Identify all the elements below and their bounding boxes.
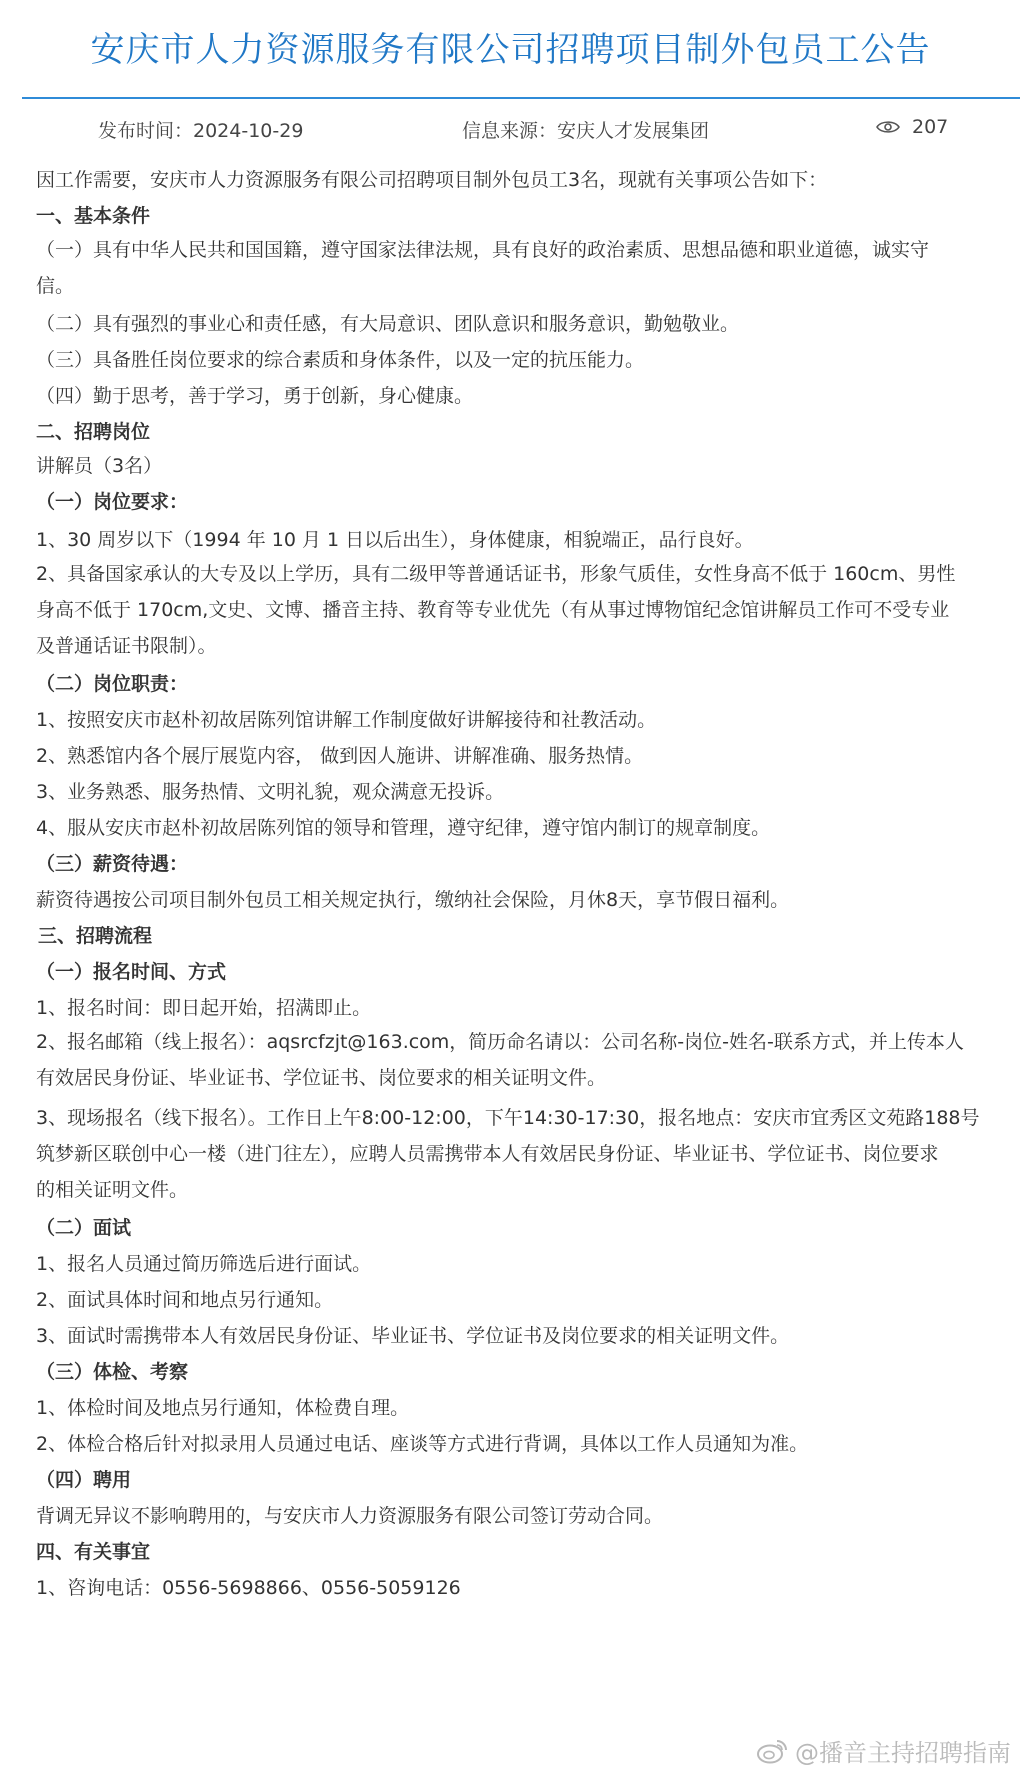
condition-2: （二）具有强烈的事业心和责任感，有大局意识、团队意识和服务意识，勤勉敬业。 — [36, 313, 740, 335]
registration-2-line2: 有效居民身份证、毕业证书、学位证书、岗位要求的相关证明文件。 — [36, 1067, 607, 1089]
title-divider — [22, 97, 1020, 99]
duty-2: 2、熟悉馆内各个展厅展览内容， 做到因人施讲、讲解准确、服务热情。 — [36, 745, 644, 767]
registration-1: 1、报名时间：即日起开始，招满即止。 — [36, 997, 372, 1019]
publish-date: 发布时间：2024-10-29 — [98, 120, 304, 142]
page-title: 安庆市人力资源服务有限公司招聘项目制外包员工公告 — [90, 30, 931, 70]
registration-2-line1: 2、报名邮箱（线上报名）：aqsrcfzjt@163.com，简历命名请以：公司名称-岗位-姓名-联系方式，并上传本人 — [36, 1031, 964, 1053]
subheading-medical: （三）体检、考察 — [36, 1361, 189, 1383]
condition-1-line2: 信。 — [36, 275, 75, 297]
view-count-value: 207 — [912, 116, 949, 138]
registration-3-line3: 的相关证明文件。 — [36, 1179, 189, 1201]
subheading-employment: （四）聘用 — [36, 1469, 132, 1491]
medical-1: 1、体检时间及地点另行通知，体检费自理。 — [36, 1397, 410, 1419]
section-heading-matters: 四、有关事宜 — [36, 1541, 151, 1563]
section-heading-basic-conditions: 一、基本条件 — [36, 205, 151, 227]
watermark-text: @播音主持招聘指南 — [795, 1739, 1011, 1767]
contact-phone: 1、咨询电话：0556-5698866、0556-5059126 — [36, 1577, 461, 1599]
position-name: 讲解员（3名） — [36, 455, 163, 477]
duty-4: 4、服从安庆市赵朴初故居陈列馆的领导和管理，遵守纪律，遵守馆内制订的规章制度。 — [36, 817, 771, 839]
section-heading-process: 三、招聘流程 — [38, 925, 153, 947]
employment-text: 背调无异议不影响聘用的，与安庆市人力资源服务有限公司签订劳动合同。 — [36, 1505, 664, 1527]
interview-2: 2、面试具体时间和地点另行通知。 — [36, 1289, 334, 1311]
interview-3: 3、面试时需携带本人有效居民身份证、毕业证书、学位证书及岗位要求的相关证明文件。 — [36, 1325, 790, 1347]
interview-1: 1、报名人员通过简历筛选后进行面试。 — [36, 1253, 372, 1275]
info-source: 信息来源：安庆人才发展集团 — [462, 120, 710, 142]
duty-3: 3、业务熟悉、服务热情、文明礼貌，观众满意无投诉。 — [36, 781, 505, 803]
condition-1-line1: （一）具有中华人民共和国国籍，遵守国家法律法规，具有良好的政治素质、思想品德和职业道德，诚实守 — [36, 239, 930, 261]
weibo-icon — [755, 1737, 789, 1765]
requirement-2-line2: 身高不低于 170cm,文史、文博、播音主持、教育等专业优先（有从事过博物馆纪念馆讲解员工作可不受专业 — [36, 599, 950, 621]
article-body — [36, 160, 1006, 1608]
subheading-registration: （一）报名时间、方式 — [36, 961, 227, 983]
condition-4: （四）勤于思考，善于学习，勇于创新，身心健康。 — [36, 385, 474, 407]
condition-3: （三）具备胜任岗位要求的综合素质和身体条件，以及一定的抗压能力。 — [36, 349, 645, 371]
subheading-interview: （二）面试 — [36, 1217, 132, 1239]
registration-3-line1: 3、现场报名（线下报名）。工作日上午8:00-12:00，下午14:30-17:30，报名地点：安庆市宜秀区文苑路188号 — [36, 1107, 980, 1129]
subheading-salary: （三）薪资待遇： — [36, 853, 189, 875]
subheading-requirements: （一）岗位要求： — [36, 491, 189, 513]
medical-2: 2、体检合格后针对拟录用人员通过电话、座谈等方式进行背调，具体以工作人员通知为准。 — [36, 1433, 809, 1455]
section-heading-positions: 二、招聘岗位 — [36, 421, 151, 443]
eye-icon — [876, 119, 900, 135]
duty-1: 1、按照安庆市赵朴初故居陈列馆讲解工作制度做好讲解接待和社教活动。 — [36, 709, 657, 731]
registration-3-line2: 筑梦新区联创中心一楼（进门往左），应聘人员需携带本人有效居民身份证、毕业证书、学位证书、岗位要求 — [36, 1143, 939, 1165]
watermark — [755, 1733, 1011, 1768]
salary-text: 薪资待遇按公司项目制外包员工相关规定执行，缴纳社会保险，月休8天，享节假日福利。 — [36, 889, 790, 911]
intro-paragraph: 因工作需要，安庆市人力资源服务有限公司招聘项目制外包员工3名，现就有关事项公告如下： — [36, 169, 828, 191]
requirement-2-line3: 及普通话证书限制）。 — [36, 635, 217, 657]
subheading-duties: （二）岗位职责： — [36, 673, 189, 695]
requirement-2-line1: 2、具备国家承认的大专及以上学历，具有二级甲等普通话证书，形象气质佳，女性身高不低于 160cm、男性 — [36, 563, 956, 585]
requirement-1: 1、30 周岁以下（1994 年 10 月 1 日以后出生），身体健康，相貌端正，品行良好。 — [36, 529, 754, 551]
view-count — [876, 116, 948, 138]
